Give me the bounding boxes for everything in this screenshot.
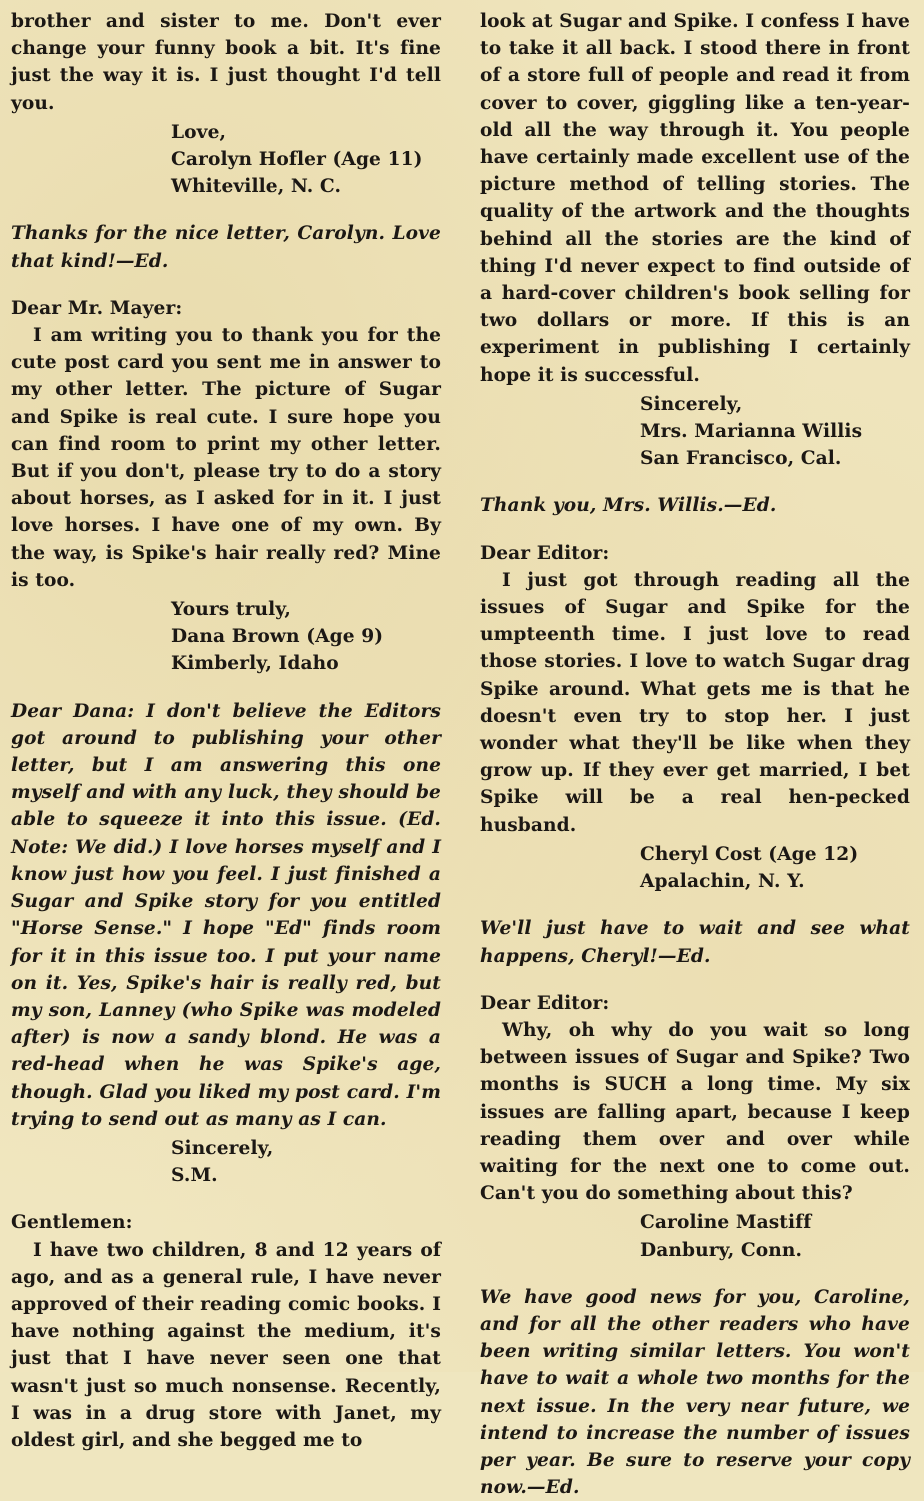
signature-place: San Francisco, Cal.: [640, 448, 842, 470]
letter-salutation: Dear Mr. Mayer:: [11, 297, 183, 319]
editor-reply: Dear Dana: I don't believe the Editors got around to publishing your other letter, but I am answering this one myself and with any luck, they should be able to squeeze it into this issue. (Ed. Note: We did.) I love horses myself and I know just how you feel. I just finished a Sugar and Spike story for you entitled "Horse Sense." I hope "Ed" finds room for it in this issue too. I put your name on it. Yes, Spike's hair is really red, but my son, Lanney (who Spike was modeled after) is now a sandy blond. He was a red-head when he was Spike's age, though. Glad you liked my post card. I'm trying to send out as many as I can.: [11, 700, 441, 1130]
letter-body: I am writing you to thank you for the cute post card you sent me in answer to my other letter. The picture of Sugar and Spike is real cute. I sure hope you can find room to print my other letter. But if you don't, please try to do a story about horses, as I asked for in it. I just love horses. I have one of my own. By the way, is Spike's hair really red? Mine is too.: [11, 325, 441, 591]
signature-name: Mrs. Marianna Willis: [640, 421, 863, 443]
signature-place: Whiteville, N. C.: [171, 176, 342, 198]
letter-body: I have two children, 8 and 12 years of ago, and as a general rule, I have never approved of their reading comic books. I have nothing against the medium, it's just that I have never seen one that wasn't just so much nonsense. Recently, I was in a drug store with Janet, my oldest girl, and she begged me to: [11, 1239, 441, 1451]
signature-name: Dana Brown (Age 9): [171, 626, 384, 648]
signature-closing: Sincerely,: [640, 393, 743, 415]
signature-place: Kimberly, Idaho: [171, 653, 339, 675]
left-column: [11, 8, 441, 1454]
letter-salutation: Gentlemen:: [11, 1212, 133, 1234]
signature-name: Carolyn Hofler (Age 11): [171, 149, 423, 171]
editor-reply: We'll just have to wait and see what happens, Cheryl!—Ed.: [480, 918, 910, 967]
letter-salutation: Dear Editor:: [480, 542, 610, 564]
letter-body-continued: look at Sugar and Spike. I confess I have to take it all back. I stood there in front of a store full of people and read it from cover to cover, giggling like a ten-year-old all the way through it. You people have certainly made excellent use of the picture method of telling stories. The quality of the artwork and the thoughts behind all the stories are the kind of thing I'd never expect to find outside of a hard-cover children's book selling for two dollars or more. If this is an experiment in publishing I certainly hope it is successful.: [480, 11, 910, 386]
signature-name: Cheryl Cost (Age 12): [640, 843, 859, 865]
continued-letter-text: brother and sister to me. Don't ever change your funny book a bit. It's fine just the way it is. I just thought I'd tell you.: [11, 11, 441, 114]
editor-reply: We have good news for you, Caroline, and for all the other readers who have been writing similar letters. You won't have to wait a whole two months for the next issue. In the very near future, we intend to increase the number of issues per year. Be sure to reserve your copy now.—Ed.: [480, 1286, 910, 1499]
editor-reply: Thanks for the nice letter, Carolyn. Love that kind!—Ed.: [11, 223, 441, 272]
signature-name: S.M.: [171, 1165, 218, 1187]
signature-closing: Sincerely,: [171, 1137, 274, 1159]
letter-salutation: Dear Editor:: [480, 992, 610, 1014]
signature-closing: Love,: [171, 121, 227, 143]
signature-place: Danbury, Conn.: [640, 1239, 803, 1261]
signature-name: Caroline Mastiff: [640, 1212, 812, 1234]
right-column: [480, 8, 910, 1501]
letter-body: Why, oh why do you wait so long between issues of Sugar and Spike? Two months is SUCH a long time. My six issues are falling apart, because I keep reading them over and over while waiting for the next one to come out. Can't you do something about this?: [480, 1019, 910, 1205]
editor-reply: Thank you, Mrs. Willis.—Ed.: [480, 495, 777, 517]
signature-place: Apalachin, N. Y.: [640, 871, 805, 893]
letter-body: I just got through reading all the issues of Sugar and Spike for the umpteenth time. I just love to read those stories. I love to watch Sugar drag Spike around. What gets me is that he doesn't even try to stop her. I just wonder what they'll be like when they grow up. If they ever get married, I bet Spike will be a real hen-pecked husband.: [480, 569, 910, 836]
signature-closing: Yours truly,: [171, 599, 291, 621]
